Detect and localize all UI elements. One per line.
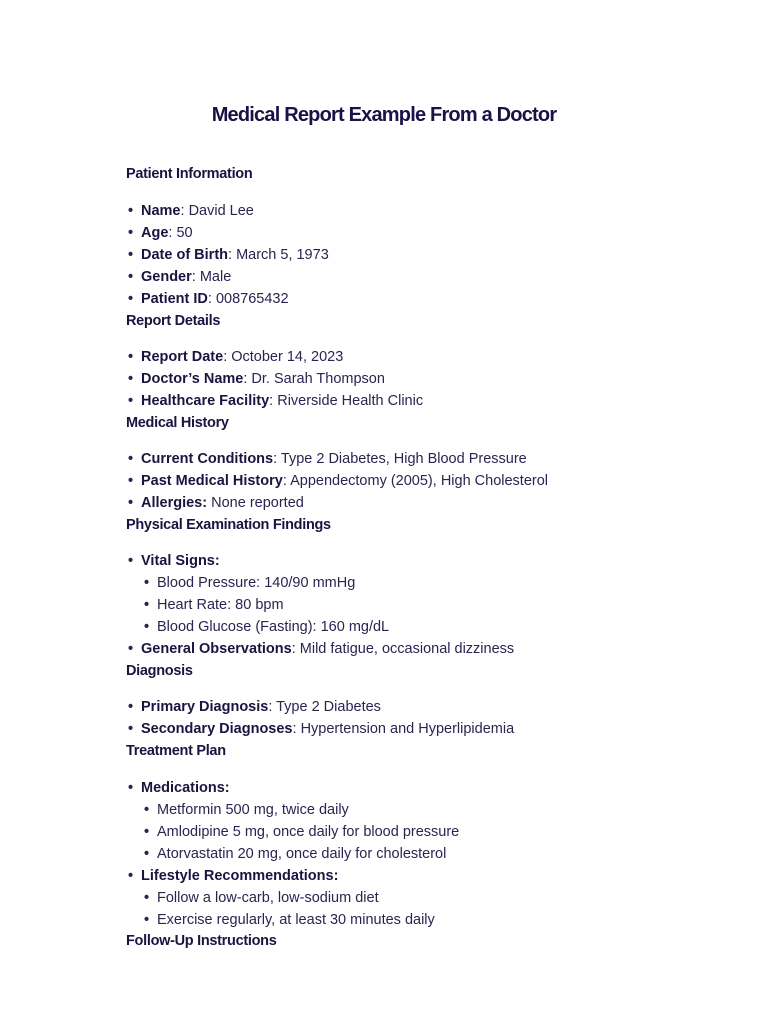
list-item-atorvastatin: [128, 843, 459, 865]
item-value: 50: [176, 225, 193, 241]
physical-exam-list: [128, 550, 514, 660]
item-label: Doctor’s Name: [141, 371, 244, 387]
item-label: Primary Diagnosis: [141, 699, 269, 715]
section-heading-diagnosis: Diagnosis: [126, 663, 193, 679]
item-label: Secondary Diagnoses: [141, 721, 293, 737]
list-item-blood-glucose: [128, 616, 514, 638]
treatment-plan-list: [128, 777, 459, 931]
item-label: Date of Birth: [141, 247, 228, 263]
item-value: Mild fatigue, occasional dizziness: [299, 641, 515, 657]
item-value: Appendectomy (2005), High Cholesterol: [290, 473, 549, 489]
list-item-diet: [128, 887, 459, 909]
list-item-past-medical-history: • Past Medical History: Appendectomy (2005), High Cholesterol: [128, 470, 548, 492]
item-label: Patient ID: [141, 291, 208, 307]
list-item-secondary-diagnoses: • Secondary Diagnoses: Hypertension and Hyperlipidemia: [128, 718, 514, 740]
item-label: Healthcare Facility: [141, 393, 270, 409]
list-item-vital-signs: [128, 550, 514, 572]
item-value: March 5, 1973: [236, 247, 329, 263]
list-item-doctor-name: • Doctor’s Name: Dr. Sarah Thompson: [128, 368, 423, 390]
document-title: Medical Report Example From a Doctor: [211, 104, 557, 126]
item-value: Exercise regularly, at least 30 minutes daily: [157, 912, 435, 928]
item-label: Allergies:: [141, 495, 208, 511]
list-item-metformin: [128, 799, 459, 821]
section-heading-treatment-plan: Treatment Plan: [126, 743, 226, 759]
item-value: Male: [199, 269, 232, 285]
item-value: 008765432: [215, 291, 289, 307]
list-item-allergies: [128, 492, 548, 514]
item-label: Past Medical History: [141, 473, 283, 489]
item-value: Blood Glucose (Fasting): 160 mg/dL: [157, 619, 390, 635]
item-value: Heart Rate: 80 bpm: [157, 597, 284, 613]
section-heading-medical-history: Medical History: [126, 415, 229, 431]
item-label: Medications:: [141, 780, 230, 796]
report-details-list: [128, 346, 423, 412]
list-item-amlodipine: [128, 821, 459, 843]
item-value: Type 2 Diabetes: [276, 699, 381, 715]
item-value: David Lee: [188, 203, 254, 219]
list-item-medications: [128, 777, 459, 799]
section-heading-patient-information: Patient Information: [126, 166, 253, 182]
list-item-name: • Name: David Lee: [128, 200, 329, 222]
section-heading-report-details: Report Details: [126, 313, 221, 329]
item-label: Lifestyle Recommendations:: [141, 868, 339, 884]
item-value: Blood Pressure: 140/90 mmHg: [157, 575, 356, 591]
diagnosis-list: [128, 696, 514, 740]
list-item-general-observations: • General Observations: Mild fatigue, occasional dizziness: [128, 638, 514, 660]
item-value: October 14, 2023: [231, 349, 344, 365]
list-item-lifestyle-recommendations: [128, 865, 459, 887]
list-item-primary-diagnosis: • Primary Diagnosis: Type 2 Diabetes: [128, 696, 514, 718]
item-value: Dr. Sarah Thompson: [251, 371, 385, 387]
list-item-report-date: • Report Date: October 14, 2023: [128, 346, 423, 368]
list-item-healthcare-facility: • Healthcare Facility: Riverside Health Clinic: [128, 390, 423, 412]
list-item-heart-rate: [128, 594, 514, 616]
section-heading-follow-up: Follow-Up Instructions: [126, 933, 277, 949]
item-value: Atorvastatin 20 mg, once daily for cholesterol: [157, 846, 447, 862]
list-item-exercise: [128, 909, 459, 931]
section-heading-physical-examination: Physical Examination Findings: [126, 517, 331, 533]
item-label: Report Date: [141, 349, 224, 365]
item-value: Hypertension and Hyperlipidemia: [300, 721, 515, 737]
item-value: Metformin 500 mg, twice daily: [157, 802, 349, 818]
list-item-blood-pressure: [128, 572, 514, 594]
item-value: Follow a low-carb, low-sodium diet: [157, 890, 379, 906]
item-label: General Observations: [141, 641, 292, 657]
list-item-date-of-birth: • Date of Birth: March 5, 1973: [128, 244, 329, 266]
patient-information-list: [128, 200, 329, 310]
list-item-current-conditions: • Current Conditions: Type 2 Diabetes, High Blood Pressure: [128, 448, 548, 470]
medical-history-list: [128, 448, 548, 514]
item-label: Current Conditions: [141, 451, 274, 467]
item-label: Vital Signs:: [141, 553, 220, 569]
item-value: None reported: [211, 495, 304, 511]
list-item-age: • Age: 50: [128, 222, 329, 244]
item-label: Gender: [141, 269, 192, 285]
item-label: Age: [141, 225, 169, 241]
list-item-gender: • Gender: Male: [128, 266, 329, 288]
item-value: Amlodipine 5 mg, once daily for blood pressure: [157, 824, 460, 840]
item-value: Riverside Health Clinic: [277, 393, 424, 409]
item-value: Type 2 Diabetes, High Blood Pressure: [280, 451, 527, 467]
list-item-patient-id: • Patient ID: 008765432: [128, 288, 329, 310]
item-label: Name: [141, 203, 181, 219]
